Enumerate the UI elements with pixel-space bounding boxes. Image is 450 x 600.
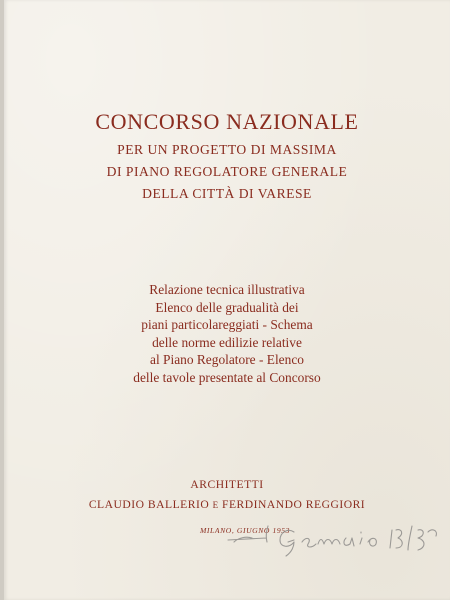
description-line: piani particolareggiati - Schema	[141, 317, 313, 333]
description-line: al Piano Regolatore - Elenco	[150, 352, 304, 368]
subtitle-line: PER UN PROGETTO DI MASSIMA	[117, 142, 337, 157]
architect-name: CLAUDIO BALLERIO	[88, 498, 210, 511]
description-line: Elenco delle gradualità dei	[155, 299, 299, 315]
handwritten-note	[222, 518, 450, 562]
architects-label: ARCHITETTI	[190, 478, 264, 491]
document-description	[4, 281, 450, 387]
place-date: MILANO, GIUGNO 1953	[200, 526, 291, 535]
document-title: CONCORSO NAZIONALE	[95, 109, 359, 134]
subtitle-line: DI PIANO REGOLATORE GENERALE	[106, 164, 348, 179]
description-line: delle norme edilizie relative	[152, 334, 302, 350]
description-line: delle tavole presentate al Concorso	[133, 369, 321, 385]
conjunction: E	[212, 500, 219, 510]
document-subtitle	[4, 139, 450, 205]
subtitle-line: DELLA CITTÀ DI VARESE	[142, 186, 312, 201]
description-line: Relazione tecnica illustrativa	[149, 282, 305, 297]
architect-name: FERDINANDO REGGIORI	[222, 498, 366, 511]
document-cover	[4, 0, 450, 600]
architects-names	[4, 498, 450, 511]
